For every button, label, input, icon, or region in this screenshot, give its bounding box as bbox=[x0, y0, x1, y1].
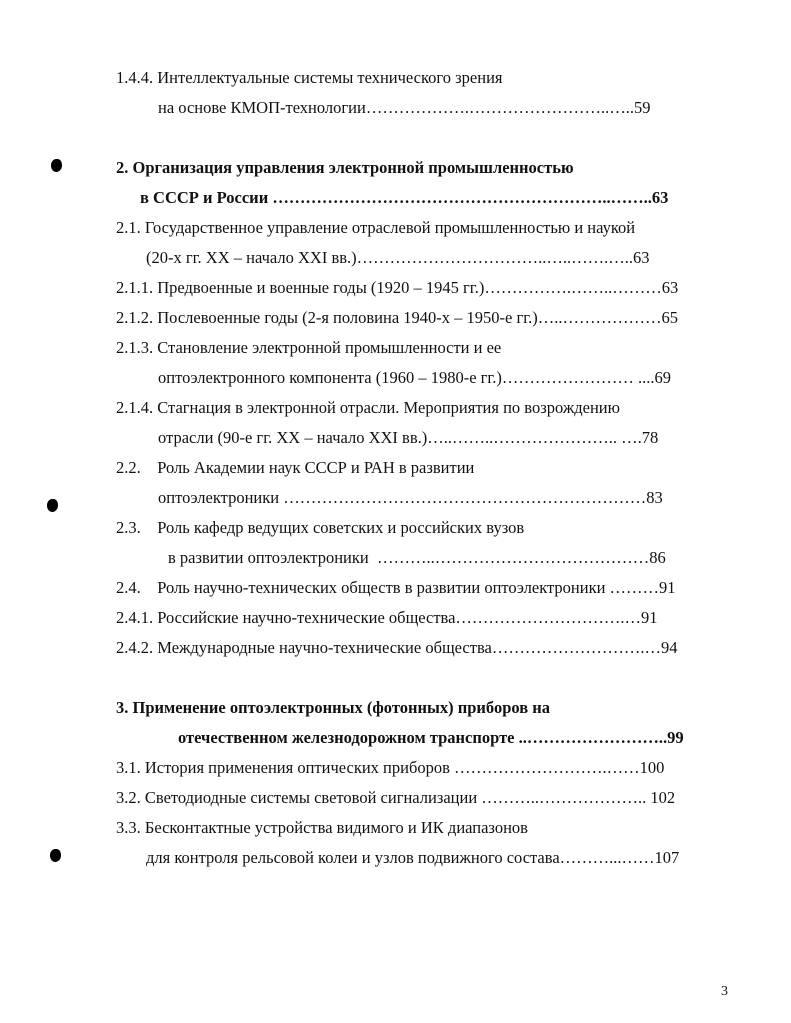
page-number: 3 bbox=[721, 984, 728, 999]
toc-line: оптоэлектронного компонента (1960 – 1980-е гг.)…………………… ....69 bbox=[158, 368, 672, 387]
toc-line: 2.4. Роль научно-технических обществ в развитии оптоэлектроники ………91 bbox=[116, 578, 676, 597]
toc-section-heading: 3. Применение оптоэлектронных (фотонных) приборов на bbox=[116, 698, 551, 717]
toc-line: 2.1.2. Послевоенные годы (2-я половина 1940-х – 1950-е гг.)…..………………65 bbox=[116, 308, 679, 327]
toc-line: 2.1.3. Становление электронной промышленности и ее bbox=[116, 338, 502, 357]
toc-line: 2.1.1. Предвоенные и военные годы (1920 – 1945 гг.)…………….……..………63 bbox=[116, 278, 679, 297]
toc-line: 2.4.2. Международные научно-технические общества……………………….…94 bbox=[116, 638, 678, 657]
toc-line: (20-х гг. XX – начало XXI вв.)……………………………..…..…….…..63 bbox=[146, 248, 650, 267]
toc-line: в развитии оптоэлектроники ………..…………………………………86 bbox=[168, 548, 666, 567]
toc-line: отрасли (90-е гг. XX – начало XXI вв.)…..……..………………….. ….78 bbox=[158, 428, 659, 447]
binding-hole-mark bbox=[50, 849, 61, 862]
toc-line: на основе КМОП-технологии……………….……………………..…..59 bbox=[158, 98, 651, 117]
toc-line: 2.1. Государственное управление отраслевой промышленностью и наукой bbox=[116, 218, 636, 237]
toc-line: оптоэлектроники …………………………………………………………83 bbox=[158, 488, 663, 507]
binding-hole-mark bbox=[47, 499, 58, 512]
toc-line: 3.3. Бесконтактные устройства видимого и ИК диапазонов bbox=[116, 818, 528, 837]
toc-line: 3.1. История применения оптических приборов ……………………….……100 bbox=[116, 758, 665, 777]
toc-line: для контроля рельсовой колеи и узлов подвижного состава………...……107 bbox=[146, 848, 680, 867]
toc-section-heading: отечественном железнодорожном транспорте ..……………………..99 bbox=[178, 728, 684, 747]
toc-section-heading: в СССР и России ……………………………………………………..……..63 bbox=[140, 188, 669, 207]
toc-line: 2.2. Роль Академии наук СССР и РАН в развитии bbox=[116, 458, 475, 477]
toc-line: 2.4.1. Российские научно-технические общества………………………….…91 bbox=[116, 608, 658, 627]
toc-line: 1.4.4. Интеллектуальные системы технического зрения bbox=[116, 68, 503, 87]
toc-line: 2.3. Роль кафедр ведущих советских и российских вузов bbox=[116, 518, 525, 537]
toc-section-heading: 2. Организация управления электронной промышленностью bbox=[116, 158, 574, 177]
binding-hole-mark bbox=[51, 159, 62, 172]
toc-line: 2.1.4. Стагнация в электронной отрасли. Мероприятия по возрождению bbox=[116, 398, 620, 417]
toc-line: 3.2. Светодиодные системы световой сигнализации ………..……………….. 102 bbox=[116, 788, 676, 807]
